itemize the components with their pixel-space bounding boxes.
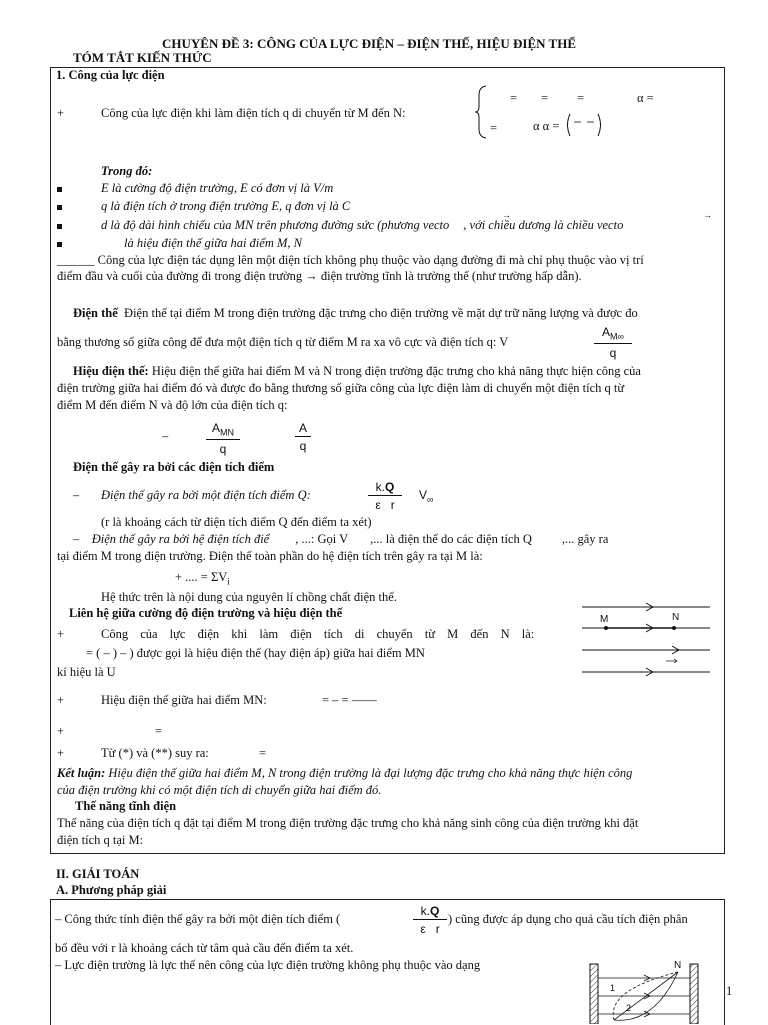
method-heading: A. Phương pháp giải [56, 883, 167, 897]
method-fraction: $\frac{k.Q}{\text{ε r}}$ [413, 904, 447, 937]
pd-definition-3: điểm M đến điểm N và độ lớn của điện tích q: [57, 398, 288, 412]
plus-marker: + [57, 746, 65, 760]
method-line-2: bố đều với r là khoảng cách từ tâm quả cầu đến điểm ta xét. [55, 941, 354, 955]
work-conclusion: ______ Công của lực điện tác dụng lên một điện tích không phụ thuộc vào dạng đường đi mà chỉ phụ thuộc vào vị trí điểm đầu và cuối của đường đi trong điện trường → điện trường tĩnh là trường thế (như trường hấp dẫn). [57, 253, 644, 283]
from-text: Từ (*) và (**) suy ra: [101, 746, 209, 760]
pd-fraction-1: $A_{MN}$ q [206, 421, 240, 457]
plus-marker: + [57, 693, 65, 707]
figure-label-n: N [674, 960, 682, 971]
arrow-mark: → [502, 210, 511, 220]
dash: – [162, 429, 169, 443]
work-definition: Công của lực điện khi làm điện tích q di chuyển từ M đến N: [101, 106, 406, 120]
bullet-item: q là điện tích ở trong điện trường E, q đơn vị là C [57, 199, 350, 215]
bullet-item: E là cường độ điện trường, E có đơn vị là V/m [57, 181, 333, 197]
pe-text-2: điện tích q tại M: [57, 833, 144, 847]
pd-definition: Hiệu điện thế: Hiệu điện thế giữa hai điểm M và N trong điện trường đặc trưng cho khả năng thực hiện công của [73, 364, 641, 378]
pe-text: Thế năng của điện tích q đặt tại điểm M trong điện trường đặc trưng cho khả năng sinh công của điện trường khi đặt [57, 816, 639, 830]
bullet-item: d là độ dài hình chiếu của MN trên phương đường sức (phương vecto , với chiều dương là chiều vecto [57, 218, 623, 234]
plus-marker: + [57, 724, 65, 738]
eq2-part-a: = [490, 121, 498, 135]
plus-marker: + [57, 106, 65, 120]
arrow-mark: → [703, 210, 712, 220]
star-equation: = [155, 724, 163, 738]
superposition-sum: + .... = $\Sigma V_i$ [175, 570, 230, 587]
pd-definition-2: điện trường giữa hai điểm đó và được đo bằng thương số giữa công của lực điện làm di chuyển một điện tích q từ [57, 381, 625, 395]
label-n: N [672, 612, 680, 623]
conclusion-2: của điện trường khi có một điện tích di chuyển giữa hai điểm đó. [57, 783, 382, 797]
page-number: 1 [726, 984, 733, 998]
potential-definition-2: bằng thương số giữa công để đưa một điện tích q từ điểm M ra xa vô cực và điện tích q: V [57, 335, 509, 349]
pd-mn-text: Hiệu điện thế giữa hai điểm MN: [101, 693, 267, 707]
section-heading-work: 1. Công của lực điện [56, 68, 165, 82]
eq1-part-a: = [510, 91, 518, 105]
method-line-3: – Lực điện trường là lực thế nên công của lực điện trường không phụ thuộc vào dạng [55, 958, 481, 972]
plus-marker: + [57, 627, 65, 641]
eq1-part-b: = [541, 91, 549, 105]
ki-hieu-text: kí hiệu là U [57, 665, 116, 679]
relation-equation: = ( – ) – ) được gọi là hiệu điện thế (hay điện áp) giữa hai điểm MN [86, 646, 425, 660]
eq2-part-b: α α = [533, 119, 560, 133]
multi-charge-text: – Điện thế gây ra bởi hệ điện tích điể , ...: Gọi V ,... là điện thế do các điện tích Q ,... gây ra [73, 532, 609, 546]
page-title: CHUYÊN ĐỀ 3: CÔNG CỦA LỰC ĐIỆN – ĐIỆN THẾ, HIỆU ĐIỆN THẾ [162, 36, 577, 51]
equation-brace [474, 85, 488, 139]
vector-parenthesis [564, 112, 604, 138]
pd-mn-equation: = – = —— [322, 693, 377, 707]
multi-charge-text-2: tại điểm M trong điện trường. Điện thế toàn phần do hệ điện tích trên gây ra tại M là: [57, 549, 483, 563]
method-line-1b: ) cũng được áp dụng cho quả cầu tích điện phân [448, 912, 688, 926]
eq1-part-c: = [577, 91, 585, 105]
potential-fraction: $\frac{A_{M\infty}}{q}$ [594, 325, 632, 361]
where-label: Trong đó: [101, 164, 153, 178]
pd-fraction-2: $\frac{A}{q}$ [295, 421, 311, 454]
from-equation: = [259, 746, 267, 760]
point-charge-heading: Điện thế gây ra bởi các điện tích điểm [73, 460, 275, 474]
section-heading-solve: II. GIẢI TOÁN [56, 867, 140, 881]
relation-work-text: Công của lực điện khi làm điện tích di chuyển từ M đến N là: [101, 627, 535, 641]
coulomb-fraction: $\frac{k.Q}{\text{ε r}}$ [368, 480, 402, 513]
dash: – [73, 488, 80, 502]
field-lines-diagram [580, 598, 714, 682]
conclusion: Kết luận: Hiệu điện thế giữa hai điểm M, N trong điện trường là đại lượng đặc trưng cho khả năng thực hiện công [57, 766, 633, 780]
relation-heading: Liên hệ giữa cường độ điện trường và hiệu điện thế [69, 606, 343, 620]
single-charge-text: Điện thế gây ra bởi một điện tích điểm Q: [101, 488, 311, 502]
bullet-item: là hiệu điện thế giữa hai điểm M, N [57, 236, 302, 252]
superposition-note: Hệ thức trên là nội dung của nguyên lí chồng chất điện thế. [101, 590, 397, 604]
figure-label-2: 2 [626, 1003, 632, 1013]
pe-heading: Thế năng tĩnh điện [75, 799, 177, 813]
label-m: M [600, 614, 609, 625]
r-note: (r là khoảng cách từ điện tích điểm Q đến điểm ta xét) [101, 515, 372, 529]
section-subtitle: TÓM TẮT KIẾN THỨC [73, 50, 212, 65]
v-infinity: $V_\infty$ [419, 488, 434, 505]
figure-label-1: 1 [610, 983, 616, 993]
potential-definition: Điện thế Điện thế tại điểm M trong điện trường đặc trưng cho điện trường về mặt dự trữ năng lượng và được đo [73, 306, 638, 320]
eq1-part-d: α = [637, 91, 654, 105]
method-line-1a: – Công thức tính điện thế gây ra bởi một điện tích điểm ( [55, 912, 341, 926]
path-figure [584, 960, 714, 1024]
